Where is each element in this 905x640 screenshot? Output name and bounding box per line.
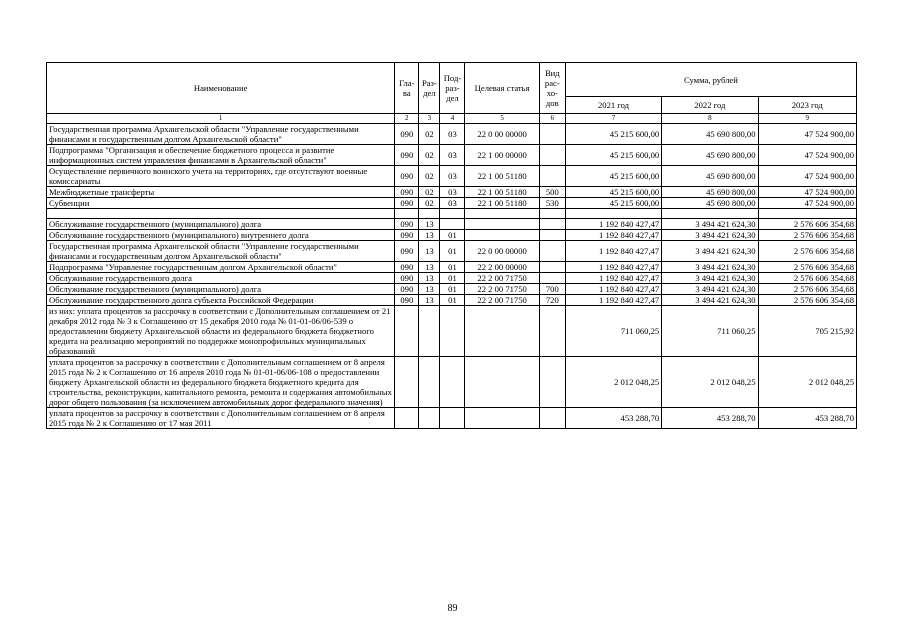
row-sum-2023: 2 576 606 354,68 [758,241,856,262]
row-sum-2023: 2 576 606 354,68 [758,273,856,284]
row-razdel [419,408,440,429]
row-razdel: 02 [419,187,440,198]
empty-cell [662,209,758,219]
col-number: 7 [565,114,661,124]
row-celevaya: 22 2 00 71750 [465,284,539,295]
row-sum-2022: 3 494 421 624,30 [662,241,758,262]
row-glava [395,357,419,408]
row-sum-2021: 45 215 600,00 [565,124,661,145]
blank-row [47,209,857,219]
row-name: Обслуживание государственного (муниципального) долга [47,284,395,295]
row-razdel: 13 [419,219,440,230]
table-row [47,357,857,408]
row-sum-2023: 47 524 900,00 [758,124,856,145]
table-row [47,124,857,145]
row-vid [539,273,565,284]
row-glava: 090 [395,262,419,273]
row-vid [539,166,565,187]
row-vid: 720 [539,295,565,306]
header-summa: Сумма, рублей [565,63,856,97]
row-sum-2021: 1 192 840 427,47 [565,241,661,262]
row-podrazdel: 03 [440,145,465,166]
row-name: Обслуживание государственного (муниципального) долга [47,219,395,230]
row-name: уплата процентов за рассрочку в соответствии с Дополнительным соглашением от 8 апреля 2015 года № 2 к Соглашению от 16 апреля 2010 года № 01-01-06/06-108 о предоставлении бюджету Архангельской области из федерального бюджета бюджетного кредита для строительства, реконструкции, капитального ремонта, ремонта и содержания автомобильных дорог общего пользования (за исключением автомобильных дорог федерального значения) [47,357,395,408]
row-celevaya [465,219,539,230]
row-sum-2021: 1 192 840 427,47 [565,219,661,230]
row-celevaya: 22 0 00 00000 [465,124,539,145]
row-celevaya: 22 2 00 71750 [465,273,539,284]
row-podrazdel: 03 [440,198,465,209]
row-sum-2022: 3 494 421 624,30 [662,262,758,273]
row-sum-2022: 45 690 800,00 [662,124,758,145]
row-sum-2022: 3 494 421 624,30 [662,230,758,241]
row-sum-2023: 47 524 900,00 [758,145,856,166]
row-name: Межбюджетные трансферты [47,187,395,198]
row-podrazdel: 03 [440,166,465,187]
row-glava: 090 [395,295,419,306]
table-row [47,273,857,284]
row-sum-2021: 1 192 840 427,47 [565,230,661,241]
header-celevaya: Целевая статья [465,63,539,114]
row-name: Обслуживание государственного долга субъекта Российской Федерации [47,295,395,306]
table-row [47,145,857,166]
row-sum-2023: 453 288,70 [758,408,856,429]
header-year-2021: 2021 год [565,97,661,114]
row-sum-2021: 45 215 600,00 [565,166,661,187]
page-number: 89 [447,603,458,614]
row-glava: 090 [395,219,419,230]
row-glava: 090 [395,273,419,284]
row-sum-2022: 45 690 800,00 [662,198,758,209]
row-sum-2022: 711 060,25 [662,306,758,357]
row-celevaya: 22 1 00 51180 [465,187,539,198]
row-razdel [419,306,440,357]
row-sum-2023: 705 215,92 [758,306,856,357]
row-podrazdel: 03 [440,124,465,145]
row-vid [539,124,565,145]
row-name: Осуществление первичного воинского учета на территориях, где отсутствуют военные комиссариаты [47,166,395,187]
row-sum-2021: 1 192 840 427,47 [565,273,661,284]
row-razdel: 02 [419,166,440,187]
table-row [47,306,857,357]
row-glava: 090 [395,230,419,241]
row-celevaya: 22 1 00 00000 [465,145,539,166]
row-sum-2021: 45 215 600,00 [565,198,661,209]
col-number: 3 [419,114,440,124]
row-sum-2021: 45 215 600,00 [565,145,661,166]
row-sum-2023: 2 012 048,25 [758,357,856,408]
row-vid [539,262,565,273]
table-row [47,408,857,429]
row-name: из них: уплата процентов за рассрочку в соответствии с Дополнительным соглашением от 21 декабря 2012 года № 3 к Соглашению от 15 декабря 2010 года № 01-01-06/06-539 о предоставлении бюджету Архангельской области из федерального бюджета бюджетного кредита на реализацию мероприятий по поддержке монопрофильных муниципальных образований [47,306,395,357]
row-podrazdel: 01 [440,241,465,262]
row-podrazdel [440,408,465,429]
table-row [47,198,857,209]
row-vid: 500 [539,187,565,198]
row-name: Государственная программа Архангельской области "Управление государственными финансами и государственным долгом Архангельской области" [47,124,395,145]
row-vid: 530 [539,198,565,209]
header-podrazdel: Под-раз-дел [440,63,465,114]
row-sum-2023: 47 524 900,00 [758,166,856,187]
row-name: Подпрограмма "Управление государственным долгом Архангельской области" [47,262,395,273]
col-number: 5 [465,114,539,124]
row-vid: 700 [539,284,565,295]
row-podrazdel: 01 [440,262,465,273]
row-razdel: 13 [419,230,440,241]
row-sum-2021: 711 060,25 [565,306,661,357]
col-number: 8 [662,114,758,124]
empty-cell [465,209,539,219]
empty-cell [565,209,661,219]
row-glava [395,408,419,429]
row-celevaya [465,408,539,429]
row-sum-2023: 47 524 900,00 [758,187,856,198]
empty-cell [440,209,465,219]
row-glava: 090 [395,166,419,187]
table-row [47,230,857,241]
row-glava: 090 [395,187,419,198]
row-sum-2023: 2 576 606 354,68 [758,295,856,306]
row-glava: 090 [395,124,419,145]
row-vid [539,145,565,166]
budget-table [46,62,857,429]
row-razdel: 02 [419,198,440,209]
empty-cell [395,209,419,219]
header-year-2023: 2023 год [758,97,856,114]
row-razdel: 13 [419,241,440,262]
row-celevaya [465,357,539,408]
row-sum-2023: 2 576 606 354,68 [758,219,856,230]
row-razdel: 02 [419,145,440,166]
row-sum-2021: 1 192 840 427,47 [565,295,661,306]
col-number: 9 [758,114,856,124]
col-number: 6 [539,114,565,124]
row-podrazdel [440,219,465,230]
row-sum-2021: 45 215 600,00 [565,187,661,198]
row-celevaya: 22 1 00 51180 [465,166,539,187]
row-razdel [419,357,440,408]
table-row [47,187,857,198]
row-sum-2022: 3 494 421 624,30 [662,219,758,230]
row-podrazdel: 01 [440,295,465,306]
row-sum-2021: 453 288,70 [565,408,661,429]
row-sum-2021: 1 192 840 427,47 [565,262,661,273]
row-celevaya: 22 2 00 00000 [465,262,539,273]
table-row [47,166,857,187]
row-sum-2022: 453 288,70 [662,408,758,429]
table-row [47,241,857,262]
row-podrazdel [440,306,465,357]
row-podrazdel: 01 [440,230,465,241]
row-sum-2023: 47 524 900,00 [758,198,856,209]
row-sum-2021: 1 192 840 427,47 [565,284,661,295]
row-razdel: 13 [419,262,440,273]
row-sum-2022: 45 690 800,00 [662,166,758,187]
row-name: Обслуживание государственного долга [47,273,395,284]
table-row [47,295,857,306]
row-name: уплата процентов за рассрочку в соответствии с Дополнительным соглашением от 8 апреля 2015 года № 2 к Соглашению от 17 мая 2011 [47,408,395,429]
col-number: 4 [440,114,465,124]
row-razdel: 02 [419,124,440,145]
row-sum-2022: 3 494 421 624,30 [662,284,758,295]
header-vid: Вид рас-хо-дов [539,63,565,114]
row-sum-2022: 45 690 800,00 [662,187,758,198]
empty-cell [758,209,856,219]
row-razdel: 13 [419,273,440,284]
empty-cell [539,209,565,219]
row-podrazdel: 01 [440,273,465,284]
row-glava: 090 [395,198,419,209]
row-vid [539,357,565,408]
row-vid [539,219,565,230]
row-sum-2022: 45 690 800,00 [662,145,758,166]
row-sum-2022: 2 012 048,25 [662,357,758,408]
row-celevaya: 22 2 00 71750 [465,295,539,306]
row-vid [539,306,565,357]
row-name: Субвенции [47,198,395,209]
table-row [47,284,857,295]
header-glava: Гла-ва [395,63,419,114]
row-glava: 090 [395,241,419,262]
row-sum-2021: 2 012 048,25 [565,357,661,408]
row-podrazdel: 03 [440,187,465,198]
row-podrazdel: 01 [440,284,465,295]
table-row [47,262,857,273]
row-sum-2022: 3 494 421 624,30 [662,295,758,306]
row-celevaya [465,230,539,241]
header-year-2022: 2022 год [662,97,758,114]
row-vid [539,230,565,241]
row-razdel: 13 [419,295,440,306]
row-celevaya: 22 1 00 51180 [465,198,539,209]
empty-cell [47,209,395,219]
row-vid [539,408,565,429]
row-name: Государственная программа Архангельской области "Управление государственными финансами и государственным долгом Архангельской области" [47,241,395,262]
row-celevaya: 22 0 00 00000 [465,241,539,262]
row-celevaya [465,306,539,357]
row-razdel: 13 [419,284,440,295]
row-sum-2022: 3 494 421 624,30 [662,273,758,284]
empty-cell [419,209,440,219]
col-number: 2 [395,114,419,124]
row-vid [539,241,565,262]
row-sum-2023: 2 576 606 354,68 [758,230,856,241]
header-name: Наименование [47,63,395,114]
row-podrazdel [440,357,465,408]
row-sum-2023: 2 576 606 354,68 [758,262,856,273]
table-row [47,219,857,230]
row-sum-2023: 2 576 606 354,68 [758,284,856,295]
row-glava: 090 [395,145,419,166]
header-razdel: Раз-дел [419,63,440,114]
column-numbers-row [47,114,857,124]
col-number: 1 [47,114,395,124]
row-name: Подпрограмма "Организация и обеспечение бюджетного процесса и развитие информационных систем управления финансами в Архангельской области" [47,145,395,166]
row-name: Обслуживание государственного (муниципального) внутреннего долга [47,230,395,241]
row-glava [395,306,419,357]
row-glava: 090 [395,284,419,295]
